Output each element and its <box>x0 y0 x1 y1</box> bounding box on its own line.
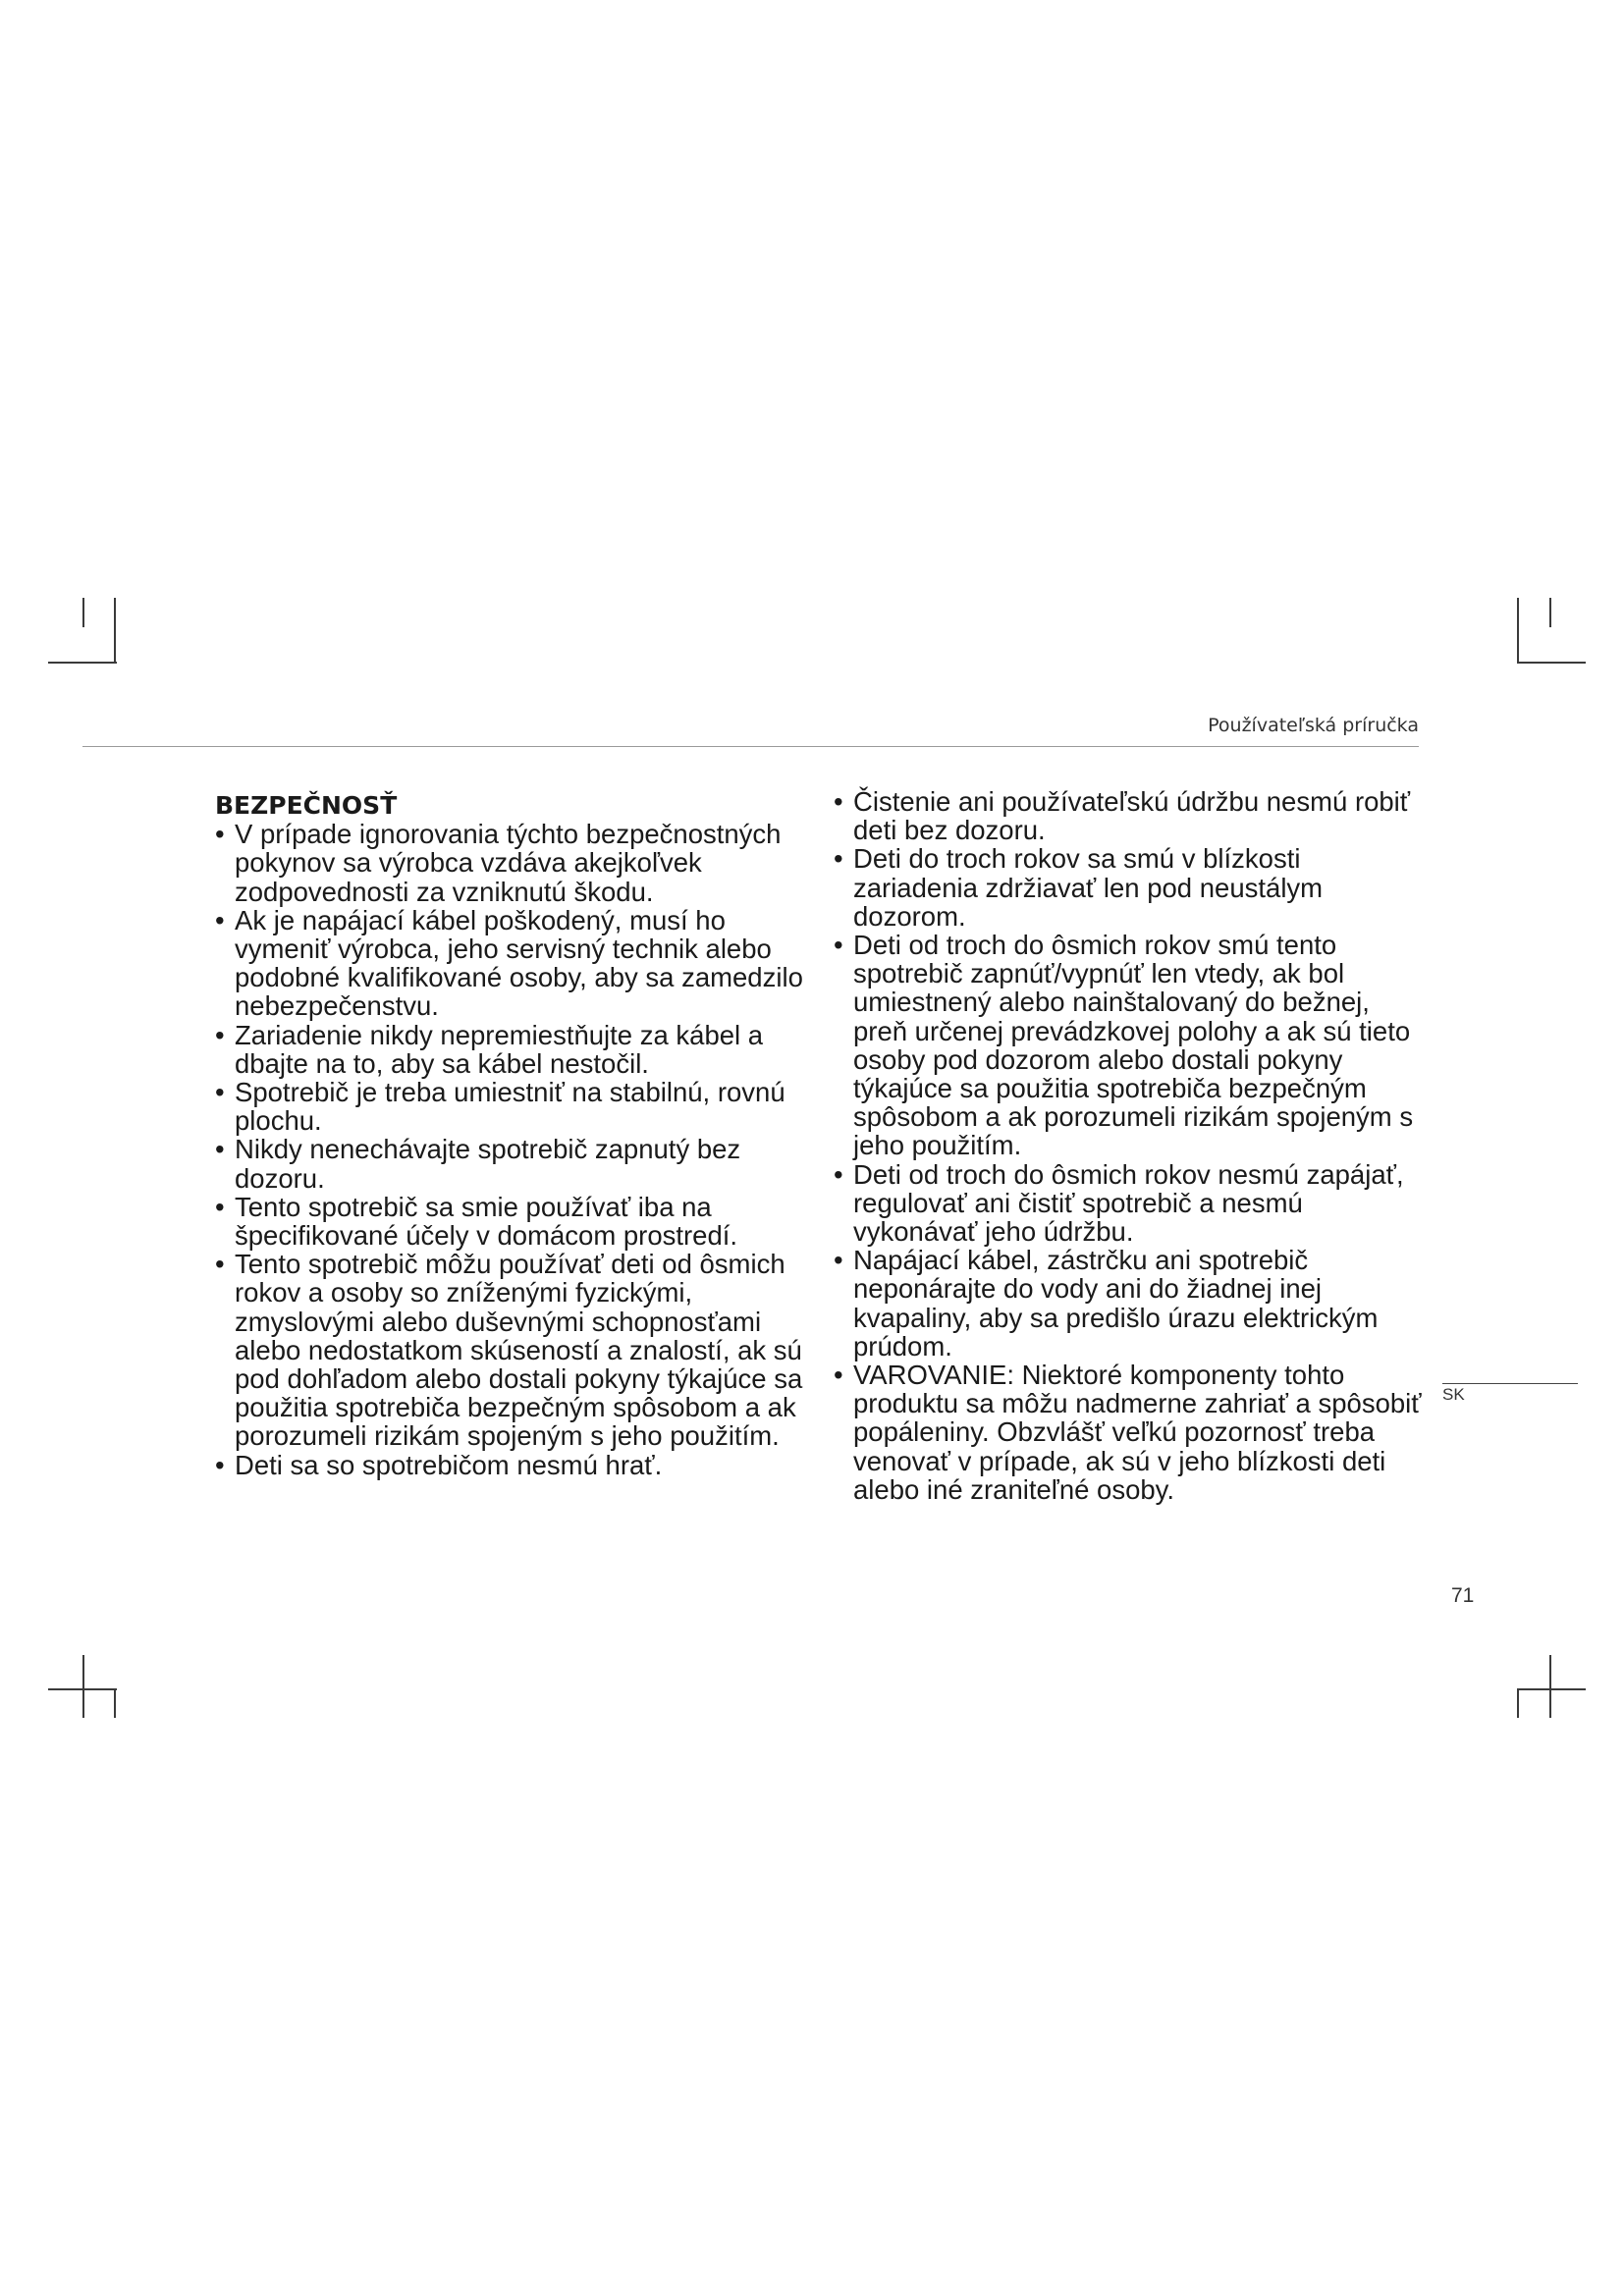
bullet-icon: • <box>215 904 225 935</box>
running-header-title: Používateľská príručka <box>1208 715 1419 736</box>
crop-mark-bottom-left-vertical <box>114 1688 116 1718</box>
crop-mark-bottom-right-horizontal <box>1517 1688 1586 1690</box>
section-title: BEZPEČNOSŤ <box>215 791 398 820</box>
bullet-icon: • <box>834 930 843 961</box>
list-item-text: Ak je napájací kábel poškodený, musí ho vymeniť výrobca, jeho servisný technik alebo podobné kvalifikované osoby, aby sa zamedzilo nebezpečenstvu. <box>235 904 803 1022</box>
list-item-text: Deti od troch do ôsmich rokov smú tento spotrebič zapnúť/vypnúť len vtedy, ak bol umiestnený alebo nainštalovaný do bežnej, preň určenej prevádzkovej polohy a ak sú tieto osoby pod dozorom alebo dostali pokyny týkajúce sa použitia spotrebiča bezpečným spôsobom a ak porozumeli rizikám spojeným s jeho použitím. <box>853 930 1414 1161</box>
crop-mark-top-left-horizontal <box>48 662 117 664</box>
right-column <box>834 787 1423 1504</box>
crop-mark-bottom-right-vertical <box>1517 1688 1519 1718</box>
list-item <box>834 1361 1423 1504</box>
crop-mark-top-right-horizontal <box>1517 662 1586 664</box>
header-rule <box>82 746 1419 747</box>
list-item-text: Čistenie ani používateľskú údržbu nesmú robiť deti bez dozoru. <box>853 786 1411 846</box>
bullet-icon: • <box>834 786 843 817</box>
left-column <box>215 791 804 1479</box>
list-item <box>215 1135 804 1192</box>
list-item-text: Napájací kábel, zástrčku ani spotrebič neponárajte do vody ani do žiadnej inej kvapaliny, aby sa predišlo úrazu elektrickým prúdom. <box>853 1245 1379 1362</box>
list-item <box>215 1193 804 1250</box>
list-item-text: V prípade ignorovania týchto bezpečnostných pokynov sa výrobca vzdáva akejkoľvek zodpovednosti za vzniknutú škodu. <box>235 819 782 907</box>
list-item <box>834 931 1423 1160</box>
list-item <box>215 1021 804 1078</box>
list-item <box>215 820 804 906</box>
list-item <box>215 1451 804 1479</box>
list-item <box>215 1250 804 1450</box>
bullet-icon: • <box>834 1245 843 1276</box>
bullet-icon: • <box>215 1134 225 1165</box>
bullet-icon: • <box>215 1019 225 1050</box>
safety-list-left <box>215 820 804 1479</box>
crop-mark-bottom-left-short <box>82 1655 84 1718</box>
page-number: 71 <box>1451 1584 1475 1607</box>
list-item <box>215 906 804 1021</box>
language-label: SK <box>1442 1385 1465 1404</box>
bullet-icon: • <box>215 1077 225 1108</box>
list-item-text: Tento spotrebič sa smie používať iba na špecifikované účely v domácom prostredí. <box>235 1191 738 1252</box>
list-item-text: Tento spotrebič môžu používať deti od ôsmich rokov a osoby so zníženými fyzickými, zmyslovými alebo duševnými schopnosťami alebo nedostatkom skúseností a znalostí, ak sú pod dohľadom alebo dostali pokyny týkajúce sa použitia spotrebiča bezpečným spôsobom a ak porozumeli rizikám spojeným s jeho použitím. <box>235 1249 803 1452</box>
list-item <box>834 1246 1423 1361</box>
bullet-icon: • <box>834 1360 843 1391</box>
list-item <box>834 844 1423 931</box>
list-item-text: Spotrebič je treba umiestniť na stabilnú, rovnú plochu. <box>235 1077 785 1137</box>
crop-mark-top-left-vertical <box>114 598 116 663</box>
list-item <box>834 1160 1423 1247</box>
crop-mark-top-right-short <box>1549 598 1551 627</box>
list-item-text: Deti od troch do ôsmich rokov nesmú zapájať, regulovať ani čistiť spotrebič a nesmú vykonávať jeho údržbu. <box>853 1158 1404 1248</box>
list-item-text: VAROVANIE: Niektoré komponenty tohto produktu sa môžu nadmerne zahriať a spôsobiť popáleniny. Obzvlášť veľkú pozornosť treba venovať v prípade, ak sú v jeho blízkosti deti alebo iné zraniteľné osoby. <box>853 1360 1422 1505</box>
safety-list-right <box>834 787 1423 1504</box>
bullet-icon: • <box>834 843 843 875</box>
list-item-text: Zariadenie nikdy nepremiestňujte za kábel a dbajte na to, aby sa kábel nestočil. <box>235 1019 764 1079</box>
crop-mark-top-left-short <box>82 598 84 627</box>
list-item-text: Deti do troch rokov sa smú v blízkosti zariadenia zdržiavať len pod neustálym dozorom. <box>853 843 1324 932</box>
list-item <box>834 787 1423 844</box>
bullet-icon: • <box>215 1249 225 1280</box>
bullet-icon: • <box>215 819 225 850</box>
list-item-text: Deti sa so spotrebičom nesmú hrať. <box>235 1449 663 1480</box>
bullet-icon: • <box>215 1449 225 1480</box>
bullet-icon: • <box>834 1158 843 1190</box>
crop-mark-bottom-right-short <box>1549 1655 1551 1718</box>
crop-mark-top-right-vertical <box>1517 598 1519 663</box>
language-tab-rule <box>1442 1383 1578 1384</box>
bullet-icon: • <box>215 1191 225 1222</box>
list-item <box>215 1078 804 1135</box>
list-item-text: Nikdy nenechávajte spotrebič zapnutý bez dozoru. <box>235 1134 741 1194</box>
